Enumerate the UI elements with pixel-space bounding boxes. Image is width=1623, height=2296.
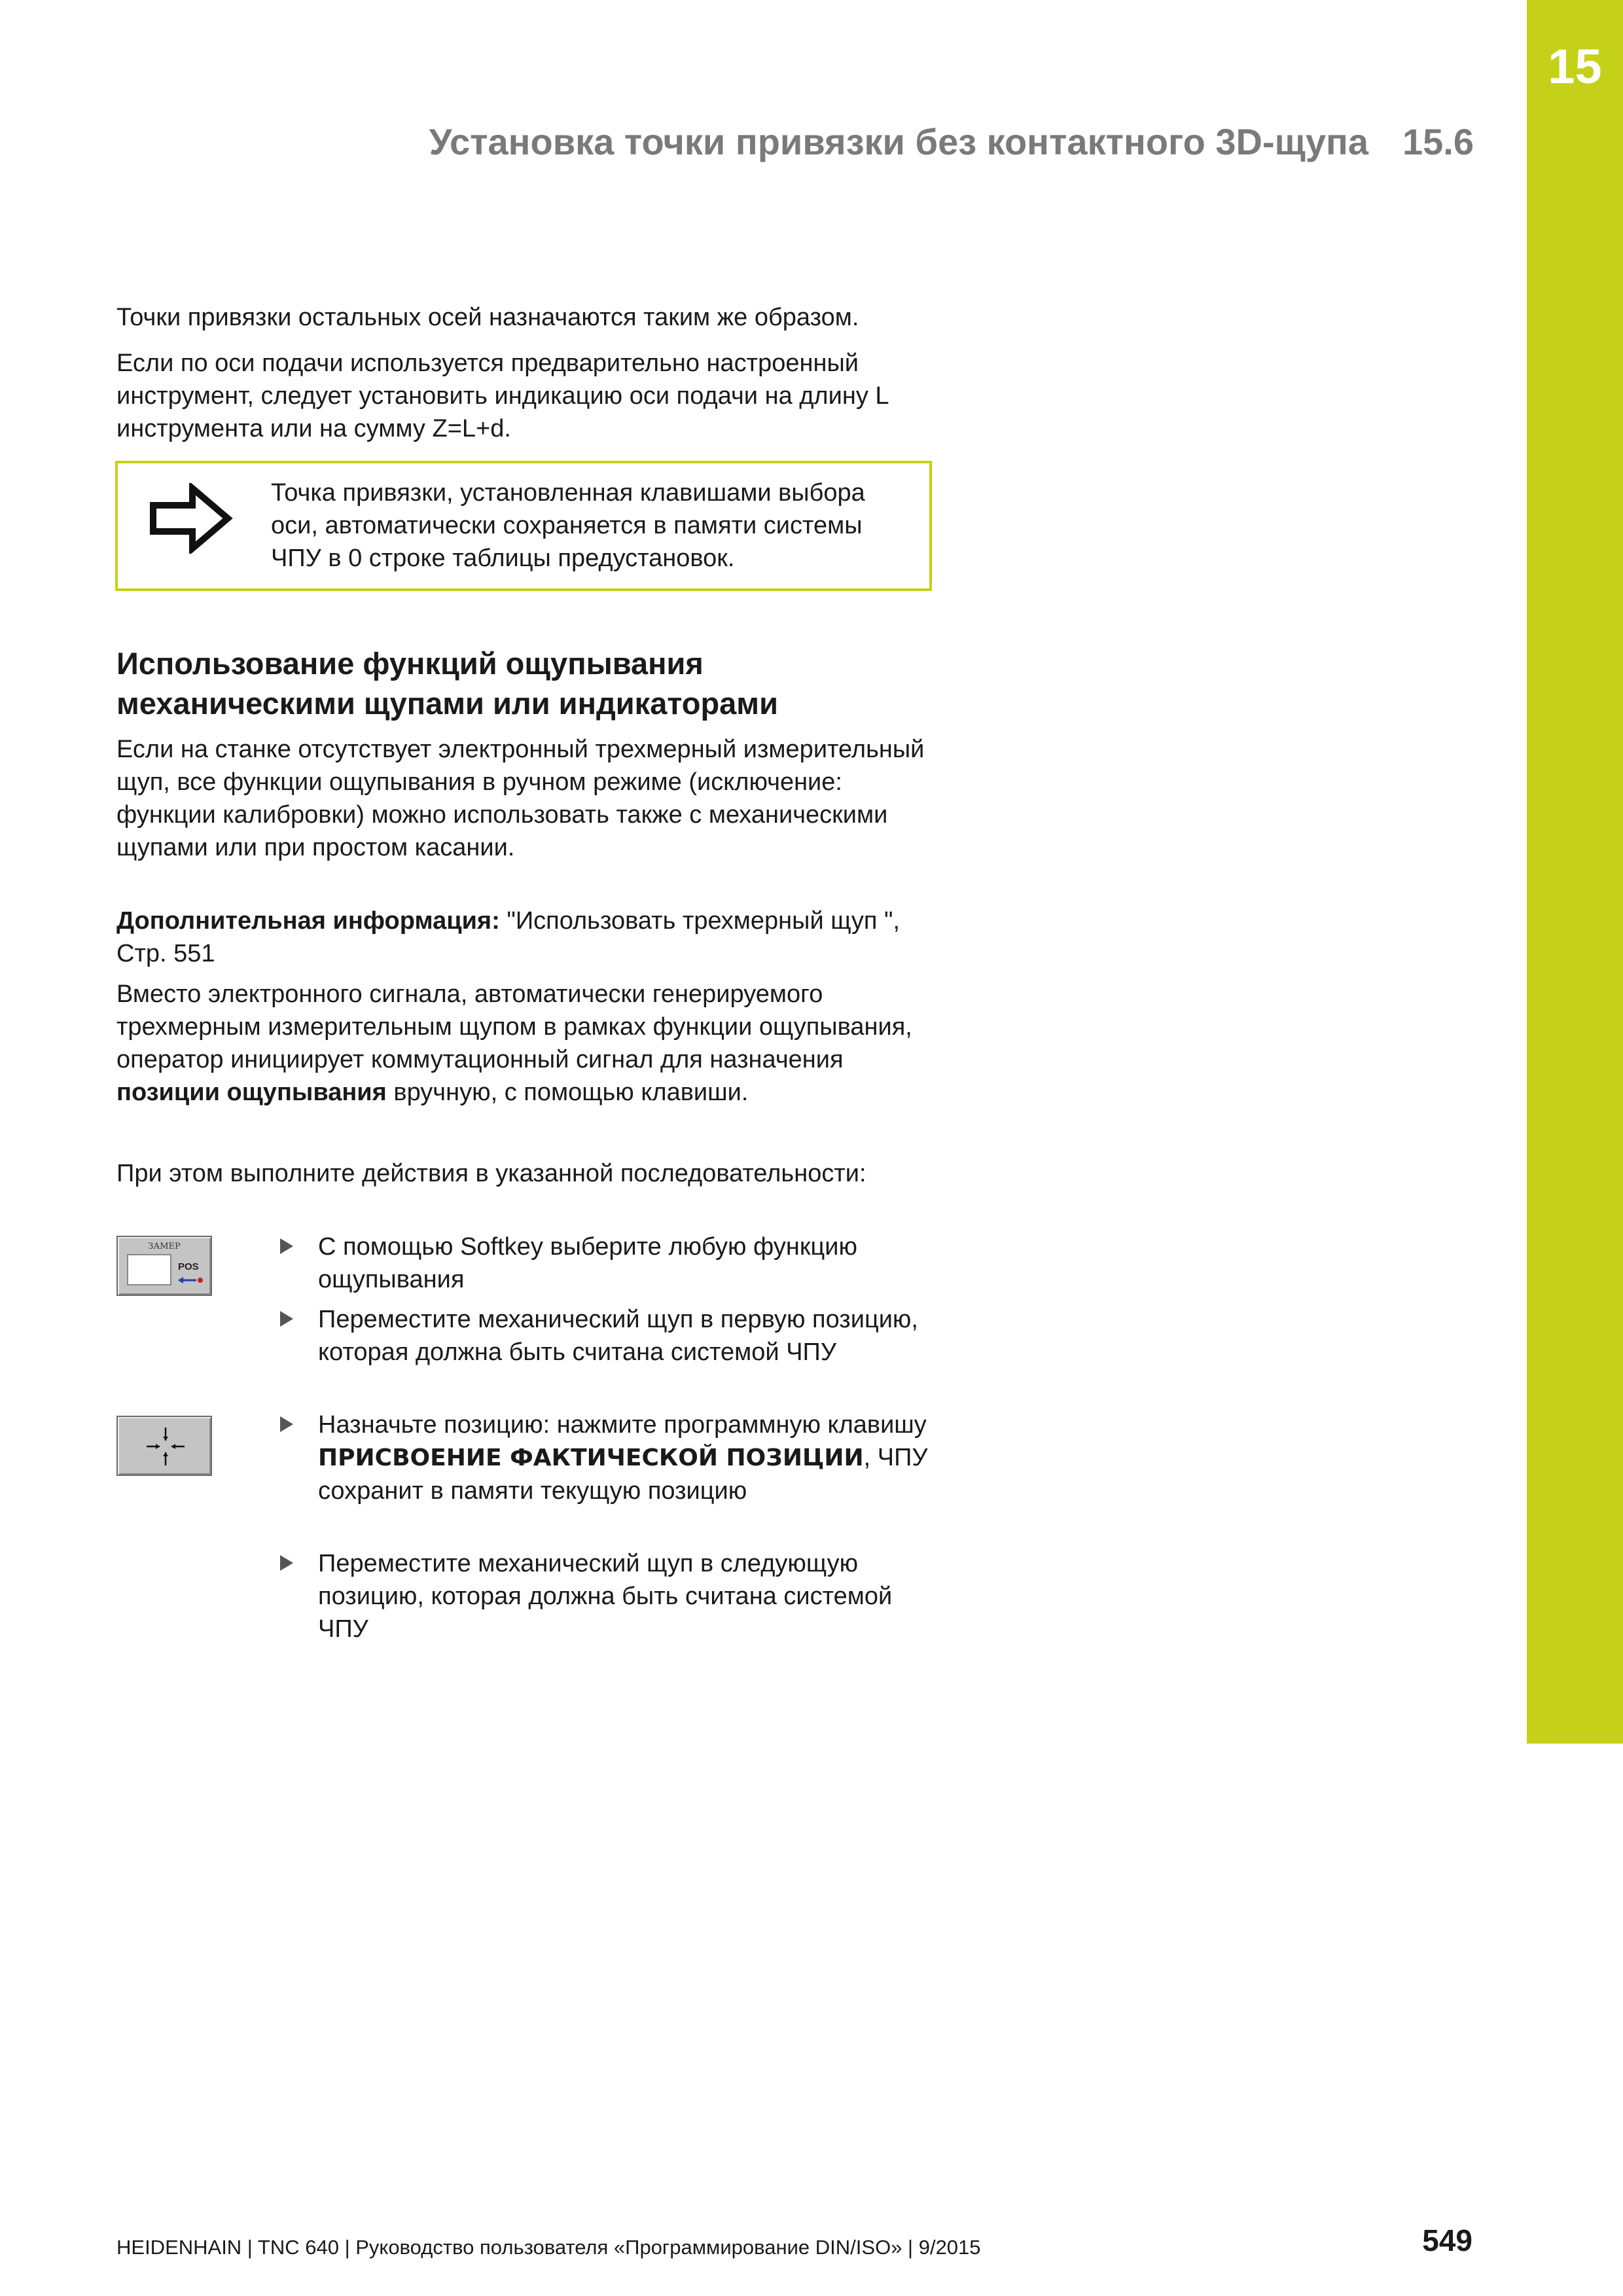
chapter-tab	[1527, 0, 1623, 1744]
header-section: 15.6	[1402, 121, 1474, 162]
position-arrow-icon	[175, 1274, 205, 1287]
steps-intro: При этом выполните действия в указанной последовательности:	[116, 1160, 866, 1187]
step-text	[318, 1408, 935, 1507]
intro-paragraph-1: Точки привязки остальных осей назначаются таким же образом.	[116, 304, 859, 331]
step-item	[280, 1547, 935, 1645]
bullet-triangle-icon	[280, 1311, 293, 1327]
note-box	[115, 461, 932, 591]
softkey-measure-label: ЗАМЕР	[148, 1242, 181, 1251]
step-text-start: Назначьте позицию: нажмите программную клавишу	[318, 1411, 927, 1439]
chapter-number: 15	[1548, 39, 1602, 94]
crosshair-icon	[143, 1424, 188, 1469]
softkey-window-icon	[127, 1254, 171, 1285]
bullet-triangle-icon	[280, 1238, 293, 1254]
bullet-triangle-icon	[280, 1555, 293, 1571]
paragraph-3-text: Вместо электронного сигнала, автоматически генерируемого трехмерным измерительным щупом в рамках функции ощупывания, оператор инициирует коммутационный сигнал для назначения	[116, 980, 912, 1073]
softkey-pos-label: POS	[178, 1261, 199, 1272]
arrow-right-icon	[149, 483, 233, 554]
step-text-end: , ЧПУ сохранит в памяти текущую позицию	[318, 1444, 928, 1505]
more-info-label: Дополнительная информация:	[116, 907, 500, 935]
more-info-paragraph	[116, 905, 941, 970]
page-number: 549	[1422, 2223, 1472, 2257]
measure-pos-softkey-icon	[116, 1236, 212, 1296]
paragraph-3-bold: позиции ощупывания	[116, 1079, 387, 1106]
page-header	[327, 119, 1474, 165]
step-item	[280, 1303, 935, 1369]
step-text: Переместите механический щуп в следующую позицию, которая должна быть считана системой ЧПУ	[318, 1550, 893, 1643]
step-item	[280, 1408, 935, 1507]
bullet-triangle-icon	[280, 1416, 293, 1432]
header-title: Установка точки привязки без контактного 3D-щупа	[429, 121, 1368, 162]
step-item	[280, 1230, 935, 1296]
page-footer: HEIDENHAIN | TNC 640 | Руководство пользователя «Программирование DIN/ISO» | 9/2015	[116, 2236, 981, 2259]
paragraph-3-text-end: вручную, с помощью клавиши.	[386, 1079, 749, 1106]
softkey-name: ПРИСВОЕНИЕ ФАКТИЧЕСКОЙ ПОЗИЦИИ	[318, 1444, 864, 1471]
section-heading: Использование функций ощупывания механическими щупами или индикаторами	[116, 646, 778, 721]
paragraph-3	[116, 978, 941, 1109]
more-info-link[interactable]: "Использовать трехмерный щуп ", Стр. 551	[116, 907, 901, 967]
intro-paragraph-2: Если по оси подачи используется предварительно настроенный инструмент, следует установить индикацию оси подачи на длину L инструмента или на сумму Z=L+d.	[116, 350, 889, 442]
step-text: С помощью Softkey выберите любую функцию ощупывания	[318, 1233, 857, 1293]
paragraph-1: Если на станке отсутствует электронный трехмерный измерительный щуп, все функции ощупывания в ручном режиме (исключение: функции калибровки) можно использовать также с механическими щупами или при простом касании.	[116, 736, 925, 861]
crosshair-softkey-icon	[116, 1416, 212, 1476]
step-text: Переместите механический щуп в первую позицию, которая должна быть считана системой ЧПУ	[318, 1306, 918, 1366]
note-text: Точка привязки, установленная клавишами выбора оси, автоматически сохраняется в памяти системы ЧПУ в 0 строке таблицы предустановок.	[271, 479, 865, 572]
